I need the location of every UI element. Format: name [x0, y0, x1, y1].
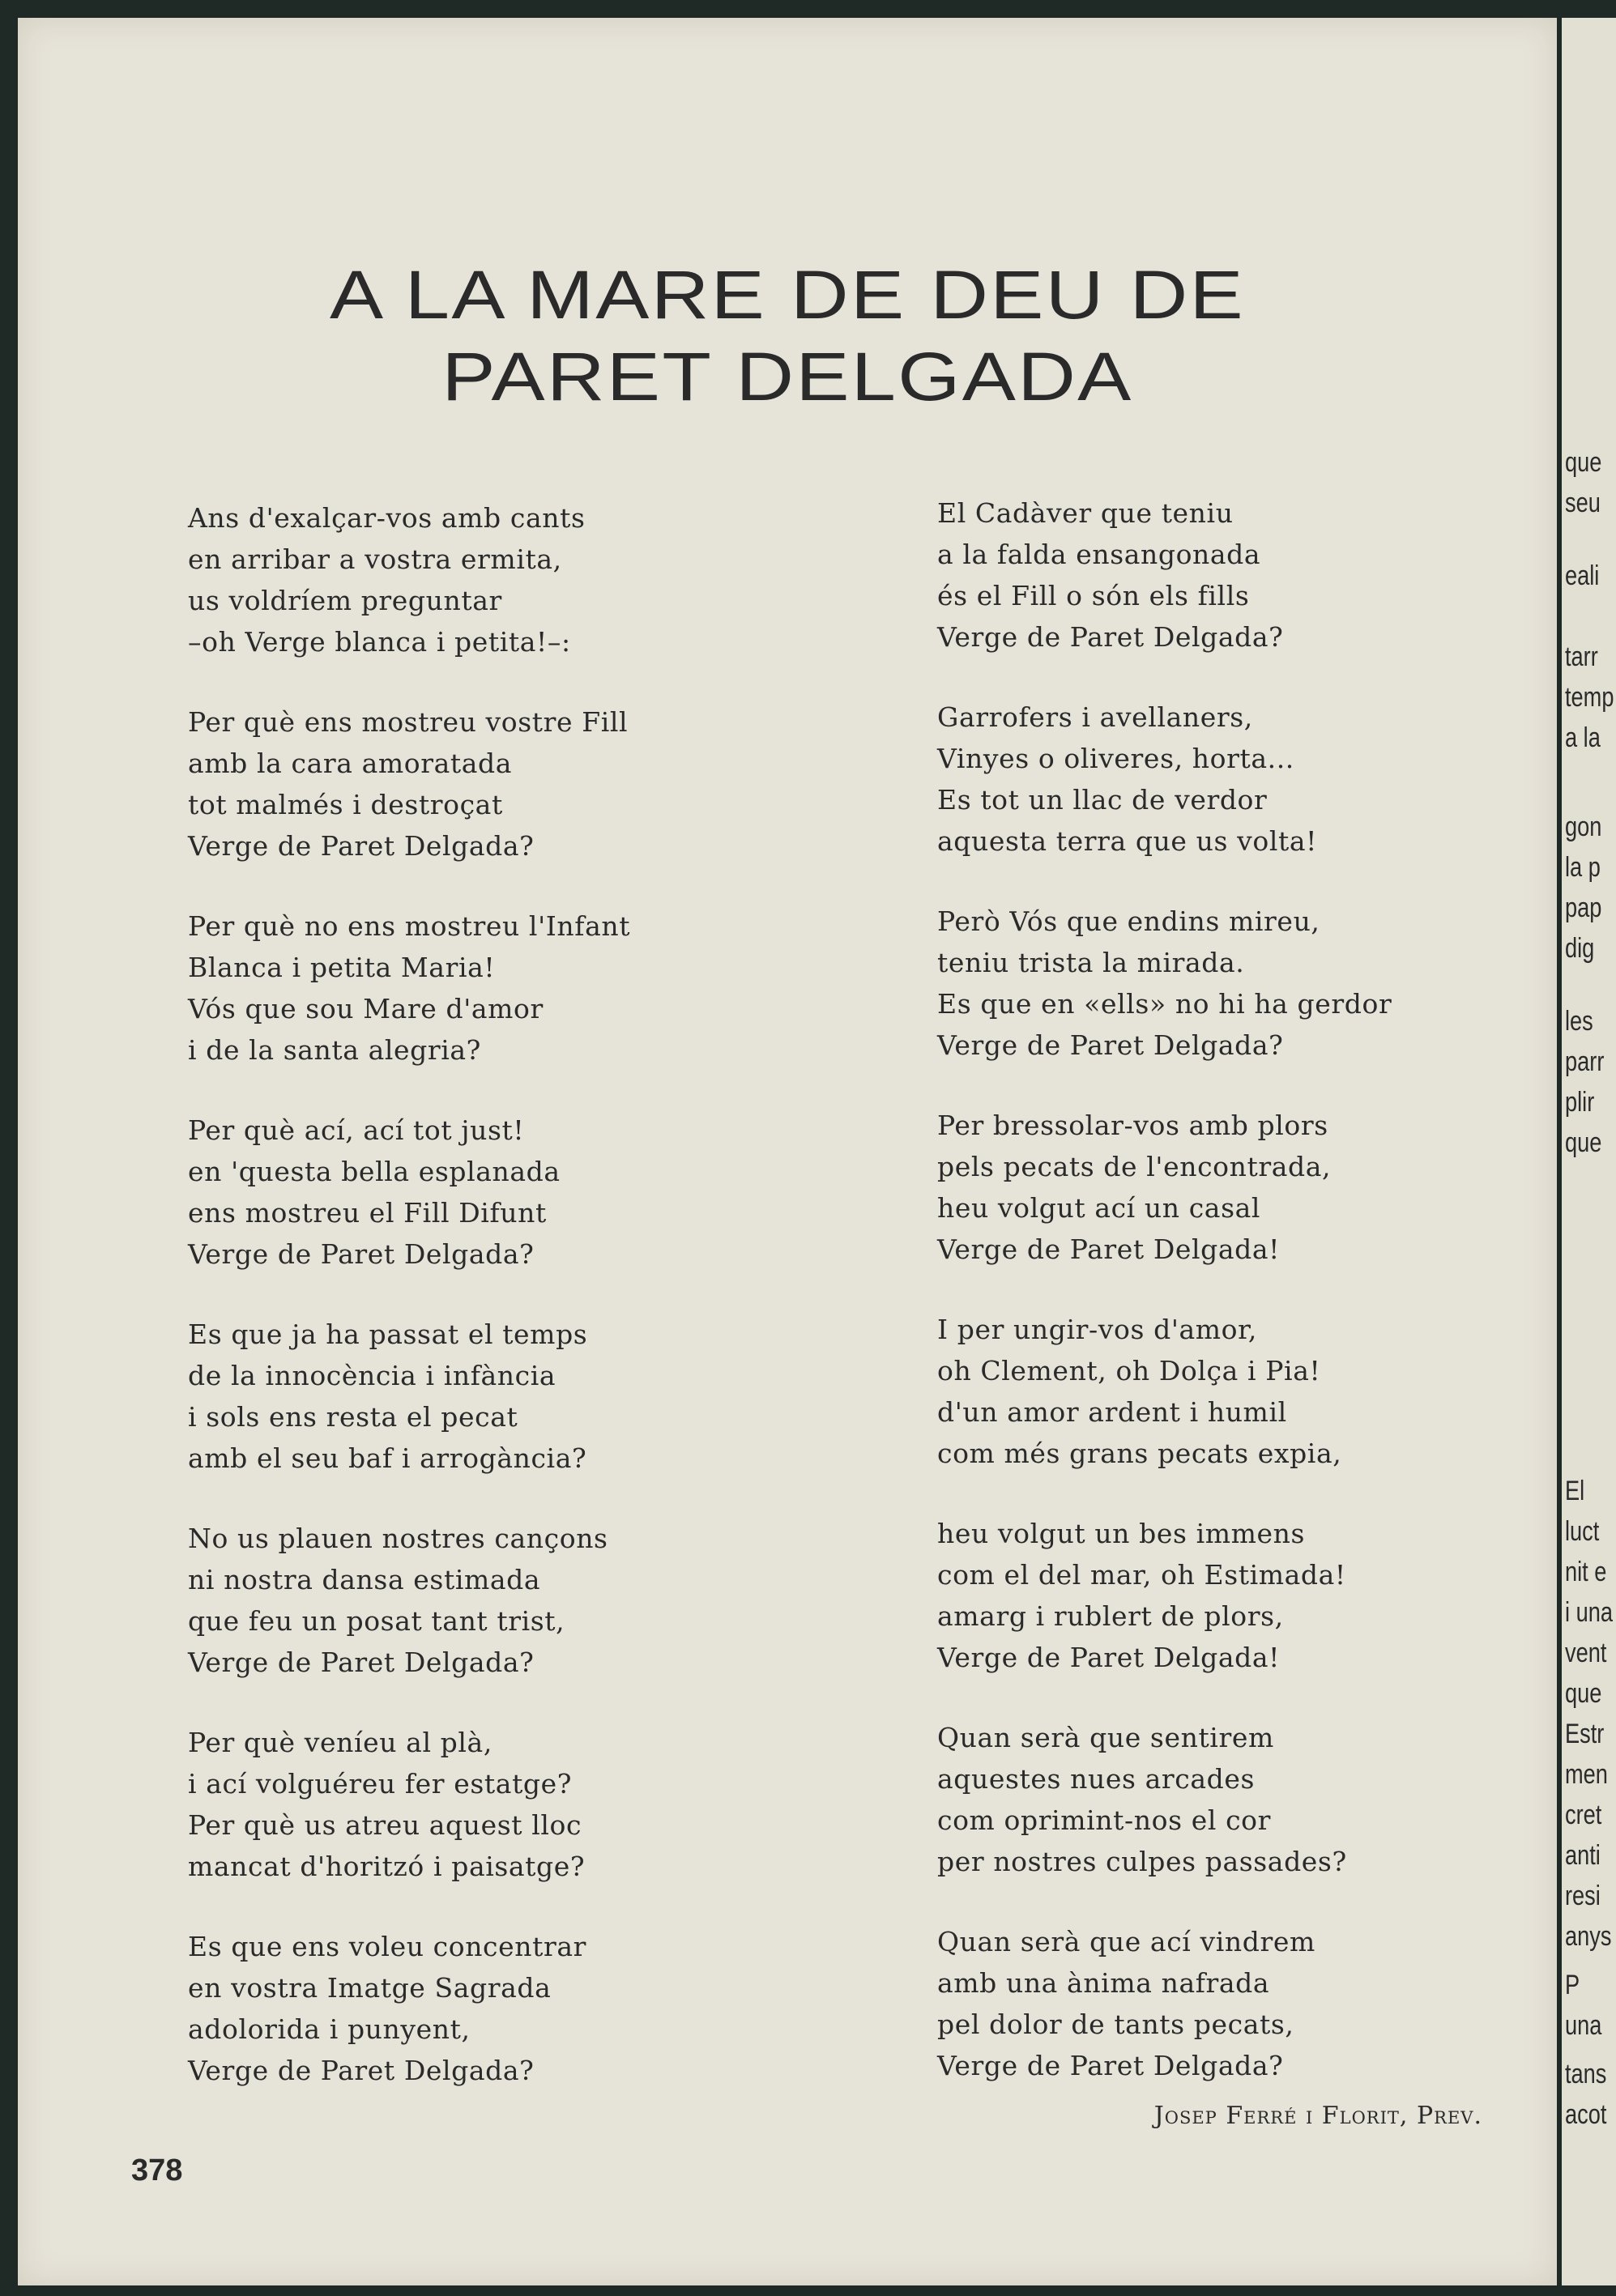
verse-line: Verge de Paret Delgada? — [188, 1238, 535, 1270]
adjacent-page-fragment: gon — [1565, 811, 1602, 842]
verse-line: –oh Verge blanca i petita!–: — [188, 626, 571, 658]
verse-line: Quan serà que sentirem — [937, 1722, 1274, 1753]
adjacent-page-fragment: temp — [1565, 682, 1614, 713]
verse-line: i ací volguéreu fer estatge? — [188, 1768, 573, 1800]
verse-line: heu volgut ací un casal — [937, 1192, 1261, 1224]
verse-line: en 'questa bella esplanada — [188, 1156, 561, 1187]
stanza — [188, 497, 630, 662]
adjacent-page-edge — [1562, 18, 1616, 2285]
verse-line: teniu trista la mirada. — [937, 947, 1245, 978]
verse-line: Per què ens mostreu vostre Fill — [188, 706, 629, 738]
adjacent-page-fragment: men — [1565, 1759, 1608, 1790]
verse-line: Verge de Paret Delgada? — [188, 2055, 535, 2086]
verse-line: Blanca i petita Maria! — [188, 952, 496, 983]
verse-line: Verge de Paret Delgada? — [937, 1029, 1284, 1061]
author-signature: Josep Ferré i Florit, Prev. — [1153, 2102, 1482, 2130]
verse-line: Per bressolar-vos amb plors — [937, 1110, 1328, 1141]
verse-line: oh Clement, oh Dolça i Pia! — [937, 1355, 1321, 1387]
verse-line: Per què ací, ací tot just! — [188, 1114, 525, 1146]
adjacent-page-fragment: cret — [1565, 1800, 1602, 1830]
poem-title-line-1: A LA MARE DE DEU DE — [330, 257, 1245, 333]
verse-line: a la falda ensangonada — [937, 539, 1261, 570]
verse-line: de la innocència i infància — [188, 1360, 556, 1391]
verse-line: Però Vós que endins mireu, — [937, 905, 1320, 937]
adjacent-page-fragment: Estr — [1565, 1719, 1605, 1749]
adjacent-page-fragment: parr — [1565, 1046, 1605, 1077]
verse-line: com el del mar, oh Estimada! — [937, 1559, 1346, 1591]
verse-line: Vós que sou Mare d'amor — [188, 993, 544, 1024]
verse-line: ni nostra dansa estimada — [188, 1564, 541, 1595]
adjacent-page-fragment: El — [1565, 1476, 1585, 1506]
verse-line: d'un amor ardent i humil — [937, 1396, 1287, 1428]
stanza — [937, 901, 1392, 1066]
verse-line: No us plauen nostres cançons — [188, 1523, 608, 1554]
adjacent-page-fragment: que — [1565, 1678, 1602, 1709]
verse-line: Quan serà que ací vindrem — [937, 1926, 1315, 1957]
verse-line: Vinyes o oliveres, horta... — [937, 743, 1294, 774]
verse-line: Verge de Paret Delgada? — [188, 830, 535, 862]
adjacent-page-fragment: tarr — [1565, 641, 1598, 672]
verse-line: amarg i rublert de plors, — [937, 1600, 1284, 1632]
verse-line: Per què us atreu aquest lloc — [188, 1809, 582, 1841]
verse-line: en vostra Imatge Sagrada — [188, 1972, 552, 2004]
adjacent-page-fragment: que — [1565, 1127, 1602, 1158]
adjacent-page-fragment: P — [1565, 1970, 1580, 2000]
adjacent-page-fragment: les — [1565, 1006, 1593, 1037]
adjacent-page-fragment: resi — [1565, 1881, 1601, 1911]
verse-line: per nostres culpes passades? — [937, 1846, 1347, 1877]
poem-column-left — [188, 497, 630, 2130]
verse-line: aquestes nues arcades — [937, 1763, 1255, 1795]
stanza — [188, 1926, 630, 2091]
adjacent-page-fragment: eali — [1565, 560, 1600, 591]
adjacent-page-fragment: que — [1565, 447, 1602, 478]
verse-line: que feu un posat tant trist, — [188, 1605, 565, 1637]
adjacent-page-fragment: tans — [1565, 2059, 1607, 2089]
poem-column-right — [937, 492, 1392, 2125]
verse-line: Es que ja ha passat el temps — [188, 1318, 588, 1350]
stanza — [188, 1722, 630, 1887]
stanza — [937, 492, 1392, 658]
verse-line: Verge de Paret Delgada? — [188, 1646, 535, 1678]
stanza — [937, 1921, 1392, 2086]
stanza — [937, 1513, 1392, 1678]
verse-line: El Cadàver que teniu — [937, 497, 1234, 529]
stanza — [937, 1105, 1392, 1270]
magazine-page — [18, 18, 1557, 2285]
verse-line: Per què no ens mostreu l'Infant — [188, 910, 631, 942]
adjacent-page-fragment: luct — [1565, 1516, 1600, 1547]
verse-line: adolorida i punyent, — [188, 2013, 471, 2045]
adjacent-page-fragment: la p — [1565, 852, 1601, 883]
verse-line: Verge de Paret Delgada! — [937, 1233, 1281, 1265]
stanza — [937, 696, 1392, 862]
verse-line: i de la santa alegria? — [188, 1034, 481, 1066]
adjacent-page-fragment: anys — [1565, 1921, 1612, 1952]
verse-line: amb el seu baf i arrogància? — [188, 1442, 587, 1474]
verse-line: com més grans pecats expia, — [937, 1438, 1342, 1469]
verse-line: i sols ens resta el pecat — [188, 1401, 518, 1433]
poem-title-line-2: PARET DELGADA — [441, 338, 1133, 415]
stanza — [937, 1309, 1392, 1474]
verse-line: Es tot un llac de verdor — [937, 784, 1268, 816]
stanza — [188, 1314, 630, 1479]
stanza — [188, 701, 630, 867]
adjacent-page-fragment: dig — [1565, 933, 1595, 964]
adjacent-page-fragment: i una — [1565, 1597, 1613, 1628]
verse-line: en arribar a vostra ermita, — [188, 543, 562, 575]
verse-line: Es que en «ells» no hi ha gerdor — [937, 988, 1392, 1020]
stanza — [188, 1110, 630, 1275]
verse-line: Ans d'exalçar-vos amb cants — [188, 502, 586, 534]
stanza — [188, 905, 630, 1071]
verse-line: us voldríem preguntar — [188, 585, 502, 616]
adjacent-page-fragment: vent — [1565, 1638, 1607, 1668]
adjacent-page-fragment: plir — [1565, 1087, 1595, 1118]
adjacent-page-fragment: una — [1565, 2010, 1602, 2041]
verse-line: pel dolor de tants pecats, — [937, 2008, 1294, 2040]
verse-line: amb una ànima nafrada — [937, 1967, 1270, 1999]
adjacent-page-fragment: nit e — [1565, 1557, 1607, 1587]
verse-line: Verge de Paret Delgada? — [937, 2050, 1284, 2081]
adjacent-page-fragment: acot — [1565, 2099, 1607, 2130]
verse-line: tot malmés i destroçat — [188, 789, 503, 820]
verse-line: és el Fill o són els fills — [937, 580, 1250, 611]
verse-line: amb la cara amoratada — [188, 748, 513, 779]
verse-line: Es que ens voleu concentrar — [188, 1931, 587, 1962]
verse-line: Verge de Paret Delgada! — [937, 1642, 1281, 1673]
verse-line: Garrofers i avellaners, — [937, 701, 1253, 733]
adjacent-page-fragment: anti — [1565, 1840, 1601, 1871]
stanza — [188, 1518, 630, 1683]
verse-line: Per què veníeu al plà, — [188, 1727, 492, 1758]
adjacent-page-fragment: pap — [1565, 892, 1602, 923]
verse-line: heu volgut un bes immens — [937, 1518, 1306, 1549]
stanza — [937, 1717, 1392, 1882]
verse-line: com oprimint-nos el cor — [937, 1804, 1272, 1836]
verse-line: aquesta terra que us volta! — [937, 825, 1317, 857]
page-number: 378 — [131, 2153, 183, 2187]
adjacent-page-fragment: seu — [1565, 488, 1601, 518]
adjacent-page-fragment: a la — [1565, 722, 1601, 753]
verse-line: ens mostreu el Fill Difunt — [188, 1197, 547, 1229]
poem-title — [18, 254, 1557, 418]
verse-line: I per ungir-vos d'amor, — [937, 1314, 1257, 1345]
verse-line: Verge de Paret Delgada? — [937, 621, 1284, 653]
verse-line: mancat d'horitzó i paisatge? — [188, 1851, 586, 1882]
verse-line: pels pecats de l'encontrada, — [937, 1151, 1332, 1182]
